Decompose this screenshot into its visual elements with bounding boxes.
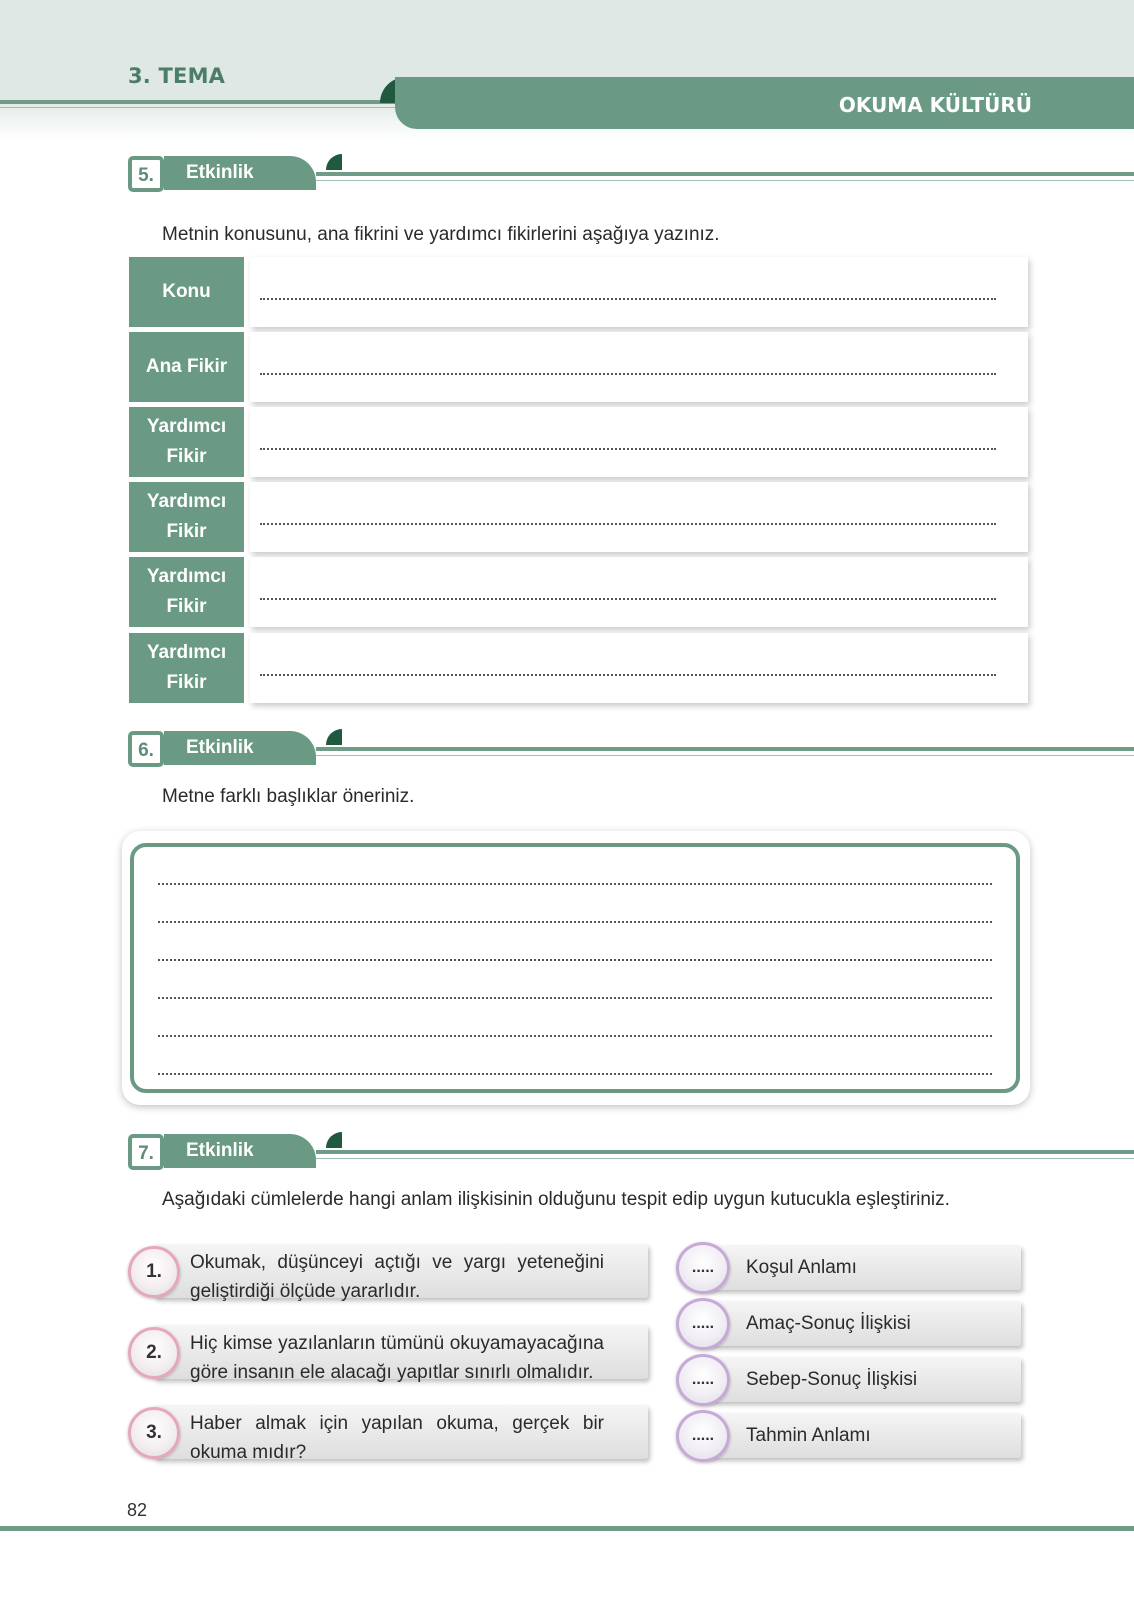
dotted-line: [260, 373, 996, 375]
sentence-number: 3.: [128, 1407, 180, 1459]
option-item: [676, 1242, 1021, 1294]
answer-field[interactable]: [250, 633, 1028, 703]
answer-row-yardimci-fikir-3: [129, 557, 1029, 627]
row-label: Konu: [129, 257, 244, 327]
activity-5-instruction: Metnin konusunu, ana fikrini ve yardımcı fikirlerini aşağıya yazınız.: [162, 224, 720, 245]
dotted-line: [158, 959, 992, 961]
activity-5-header: [128, 156, 1036, 196]
dotted-line: [260, 598, 996, 600]
theme-title: OKUMA KÜLTÜRÜ: [838, 93, 1032, 117]
activity-7-rule-thin: [316, 1158, 1134, 1159]
activity-7-number: 7.: [128, 1134, 164, 1170]
activity-6-ear: [326, 729, 342, 745]
option-answer-blank[interactable]: .....: [676, 1410, 730, 1462]
page-number: 82: [127, 1500, 148, 1520]
answer-row-yardimci-fikir-4: [129, 633, 1029, 703]
dotted-line: [158, 883, 992, 885]
header-divider: [0, 100, 395, 104]
answer-row-yardimci-fikir-2: [129, 482, 1029, 552]
option-answer-blank[interactable]: .....: [676, 1242, 730, 1294]
sentence-text: Hiç kimse yazılanların tümünü okuyamayacağına göre insanın ele alacağı yapıtlar sınırlı olmalıdır.: [154, 1325, 648, 1379]
dotted-line: [158, 921, 992, 923]
activity-5-number: 5.: [128, 156, 164, 192]
activity-7-header: [128, 1134, 1036, 1174]
sentence-text: Okumak, düşünceyi açtığı ve yargı yeteneğini geliştirdiği ölçüde yararlıdır.: [154, 1244, 648, 1298]
activity-6-header: [128, 731, 1036, 771]
sentence-number: 1.: [128, 1246, 180, 1298]
option-item: [676, 1354, 1021, 1406]
activity-6-instruction: Metne farklı başlıklar öneriniz.: [162, 786, 415, 807]
answer-row-yardimci-fikir-1: [129, 407, 1029, 477]
dotted-line: [260, 674, 996, 676]
row-label: Yardımcı Fikir: [129, 557, 244, 627]
activity-6-label: Etkinlik: [164, 731, 316, 765]
activity-5-rule-thin: [316, 180, 1134, 181]
activity-7-instruction: Aşağıdaki cümlelerde hangi anlam ilişkisinin olduğunu tespit edip uygun kutucukla eşleştiriniz.: [162, 1189, 950, 1210]
activity-6-rule: [316, 747, 1134, 751]
answer-field[interactable]: [250, 407, 1028, 477]
sentence-item: [128, 1405, 648, 1463]
dotted-line: [260, 448, 996, 450]
row-label: Ana Fikir: [129, 332, 244, 402]
option-label: Amaç-Sonuç İlişkisi: [702, 1301, 1021, 1346]
titles-writing-area[interactable]: [130, 843, 1020, 1093]
sentence-number: 2.: [128, 1327, 180, 1379]
answer-field[interactable]: [250, 332, 1028, 402]
activity-7-ear: [326, 1132, 342, 1148]
activity-6-number: 6.: [128, 731, 164, 767]
row-label: Yardımcı Fikir: [129, 633, 244, 703]
theme-number: 3. TEMA: [128, 64, 226, 88]
option-label: Koşul Anlamı: [702, 1245, 1021, 1290]
sentence-text: Haber almak için yapılan okuma, gerçek bir okuma mıdır?: [154, 1405, 648, 1459]
sentence-item: [128, 1244, 648, 1302]
answer-row-konu: [129, 257, 1029, 327]
activity-5-label: Etkinlik: [164, 156, 316, 190]
dotted-line: [260, 523, 996, 525]
option-item: [676, 1298, 1021, 1350]
activity-5-ear: [326, 154, 342, 170]
option-item: [676, 1410, 1021, 1462]
footer-rule: [0, 1526, 1134, 1531]
answer-field[interactable]: [250, 557, 1028, 627]
option-label: Tahmin Anlamı: [702, 1413, 1021, 1458]
dotted-line: [158, 1073, 992, 1075]
option-answer-blank[interactable]: .....: [676, 1298, 730, 1350]
sentence-item: [128, 1325, 648, 1383]
answer-field[interactable]: [250, 482, 1028, 552]
activity-6-rule-thin: [316, 755, 1134, 756]
option-label: Sebep-Sonuç İlişkisi: [702, 1357, 1021, 1402]
option-answer-blank[interactable]: .....: [676, 1354, 730, 1406]
dotted-line: [158, 1035, 992, 1037]
titles-writing-box: [122, 831, 1030, 1105]
answer-row-ana-fikir: [129, 332, 1029, 402]
dotted-line: [158, 997, 992, 999]
answer-field[interactable]: [250, 257, 1028, 327]
row-label: Yardımcı Fikir: [129, 407, 244, 477]
activity-7-label: Etkinlik: [164, 1134, 316, 1168]
activity-7-rule: [316, 1150, 1134, 1154]
header-divider-thin: [0, 107, 395, 108]
activity-5-rule: [316, 172, 1134, 176]
row-label: Yardımcı Fikir: [129, 482, 244, 552]
dotted-line: [260, 298, 996, 300]
